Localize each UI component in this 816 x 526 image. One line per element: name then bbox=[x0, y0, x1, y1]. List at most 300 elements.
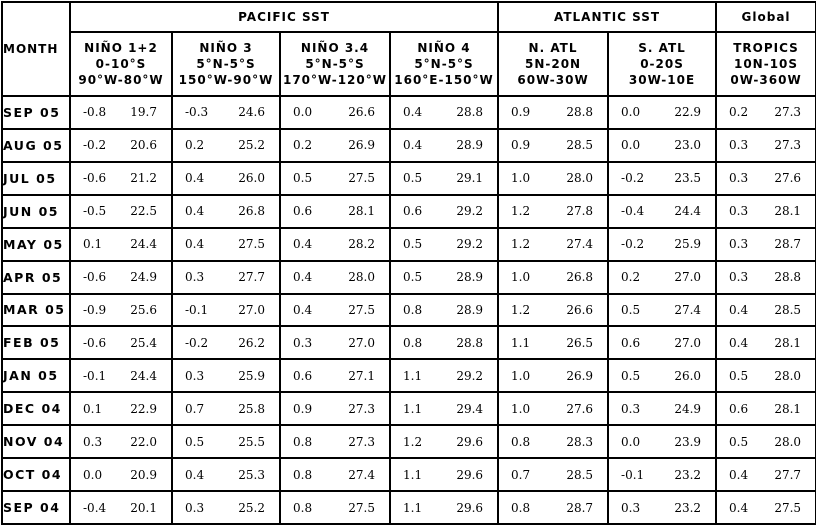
sst-value: 28.9 bbox=[456, 270, 484, 285]
value-cell bbox=[716, 228, 816, 261]
south-atlantic-header bbox=[608, 32, 716, 96]
sst-value: 27.5 bbox=[348, 171, 375, 186]
value-cell bbox=[70, 96, 172, 129]
anomaly-value: -0.6 bbox=[83, 171, 107, 186]
value-cell bbox=[716, 458, 816, 491]
sst-value: 27.0 bbox=[238, 302, 265, 317]
sst-value: 26.8 bbox=[566, 270, 594, 285]
anomaly-value: 0.3 bbox=[185, 368, 205, 383]
anomaly-value: 0.5 bbox=[403, 237, 423, 252]
anomaly-value: 0.0 bbox=[621, 105, 641, 120]
anomaly-value: 0.8 bbox=[511, 500, 531, 515]
sst-value: 22.0 bbox=[130, 434, 157, 449]
anomaly-value: -0.4 bbox=[621, 204, 645, 219]
anomaly-value: 0.0 bbox=[621, 138, 641, 153]
value-cell bbox=[608, 261, 716, 294]
value-cell bbox=[498, 294, 608, 327]
sst-value: 28.1 bbox=[774, 204, 802, 219]
anomaly-value: 1.2 bbox=[511, 237, 531, 252]
value-cell bbox=[716, 359, 816, 392]
anomaly-value: 1.0 bbox=[511, 401, 531, 416]
value-cell bbox=[716, 294, 816, 327]
value-cell bbox=[716, 195, 816, 228]
value-cell bbox=[608, 425, 716, 458]
sst-value: 28.7 bbox=[774, 237, 802, 252]
sst-value: 28.0 bbox=[774, 368, 802, 383]
sst-value: 28.2 bbox=[348, 237, 375, 252]
anomaly-value: 0.5 bbox=[729, 434, 749, 449]
value-cell bbox=[498, 195, 608, 228]
sst-value: 27.4 bbox=[566, 237, 594, 252]
sst-value: 27.7 bbox=[774, 467, 802, 482]
nino4-header bbox=[390, 32, 498, 96]
anomaly-value: 0.3 bbox=[729, 270, 749, 285]
value-cell bbox=[390, 162, 498, 195]
sst-value: 24.6 bbox=[238, 105, 265, 120]
anomaly-value: 0.5 bbox=[185, 434, 205, 449]
value-cell bbox=[498, 228, 608, 261]
value-cell bbox=[280, 425, 390, 458]
region-lon: 150°W-90°W bbox=[178, 73, 274, 87]
sst-value: 28.8 bbox=[456, 335, 484, 350]
value-cell bbox=[716, 392, 816, 425]
value-cell bbox=[70, 261, 172, 294]
anomaly-value: 0.5 bbox=[403, 171, 423, 186]
value-cell bbox=[70, 326, 172, 359]
value-cell bbox=[70, 195, 172, 228]
anomaly-value: 0.5 bbox=[293, 171, 313, 186]
sst-value: 27.6 bbox=[774, 171, 802, 186]
sst-value: 27.4 bbox=[348, 467, 375, 482]
value-cell bbox=[172, 326, 280, 359]
anomaly-value: 0.4 bbox=[185, 467, 205, 482]
region-lat: 5N-20N bbox=[524, 57, 582, 71]
global-group-header: Global bbox=[716, 2, 816, 32]
tropics-header bbox=[716, 32, 816, 96]
value-cell bbox=[716, 326, 816, 359]
table-row bbox=[2, 129, 816, 162]
anomaly-value: -0.3 bbox=[185, 105, 209, 120]
value-cell bbox=[608, 195, 716, 228]
table-row bbox=[2, 359, 816, 392]
sst-value: 29.1 bbox=[456, 171, 484, 186]
anomaly-value: 0.4 bbox=[729, 335, 749, 350]
anomaly-value: -0.2 bbox=[621, 237, 645, 252]
anomaly-value: 0.0 bbox=[293, 105, 313, 120]
region-name: NIÑO 1+2 bbox=[84, 41, 158, 55]
value-cell bbox=[280, 326, 390, 359]
sst-value: 26.8 bbox=[238, 204, 265, 219]
anomaly-value: 0.6 bbox=[621, 335, 641, 350]
value-cell bbox=[390, 458, 498, 491]
month-label: NOV 04 bbox=[2, 425, 70, 458]
value-cell bbox=[608, 392, 716, 425]
sst-value: 28.1 bbox=[774, 335, 802, 350]
sst-value: 28.5 bbox=[774, 302, 802, 317]
anomaly-value: 0.0 bbox=[83, 467, 103, 482]
sst-value: 27.0 bbox=[348, 335, 375, 350]
value-cell bbox=[390, 294, 498, 327]
month-label: SEP 05 bbox=[2, 96, 70, 129]
value-cell bbox=[280, 228, 390, 261]
sst-value: 28.1 bbox=[348, 204, 375, 219]
sst-value: 29.4 bbox=[456, 401, 484, 416]
sst-value: 28.8 bbox=[456, 105, 484, 120]
sst-value: 21.2 bbox=[130, 171, 157, 186]
anomaly-value: 1.0 bbox=[511, 270, 531, 285]
anomaly-value: 0.3 bbox=[729, 138, 749, 153]
sst-value: 27.5 bbox=[238, 237, 265, 252]
anomaly-value: 0.9 bbox=[293, 401, 313, 416]
value-cell bbox=[280, 162, 390, 195]
sst-value: 22.9 bbox=[674, 105, 702, 120]
anomaly-value: 1.1 bbox=[403, 467, 423, 482]
sst-table bbox=[1, 1, 816, 525]
value-cell bbox=[390, 425, 498, 458]
sst-value: 19.7 bbox=[130, 105, 157, 120]
value-cell bbox=[172, 162, 280, 195]
anomaly-value: 0.5 bbox=[621, 302, 641, 317]
table-row bbox=[2, 491, 816, 524]
anomaly-value: 0.5 bbox=[729, 368, 749, 383]
sst-value: 22.5 bbox=[130, 204, 157, 219]
sst-value: 29.6 bbox=[456, 500, 484, 515]
anomaly-value: 0.3 bbox=[729, 204, 749, 219]
region-lat: 5°N-5°S bbox=[196, 57, 256, 71]
sst-value: 24.4 bbox=[674, 204, 702, 219]
region-lon: 0W-360W bbox=[730, 73, 802, 87]
anomaly-value: 1.1 bbox=[511, 335, 531, 350]
anomaly-value: 0.8 bbox=[403, 302, 423, 317]
value-cell bbox=[390, 261, 498, 294]
anomaly-value: 0.4 bbox=[293, 237, 313, 252]
anomaly-value: 0.3 bbox=[293, 335, 313, 350]
anomaly-value: 0.9 bbox=[511, 138, 531, 153]
sst-value: 25.2 bbox=[238, 500, 265, 515]
anomaly-value: 0.4 bbox=[729, 467, 749, 482]
anomaly-value: -0.8 bbox=[83, 105, 107, 120]
anomaly-value: -0.1 bbox=[83, 368, 107, 383]
anomaly-value: 0.4 bbox=[293, 302, 313, 317]
sst-value: 27.0 bbox=[674, 335, 702, 350]
sst-value: 25.6 bbox=[130, 302, 157, 317]
value-cell bbox=[172, 129, 280, 162]
value-cell bbox=[390, 228, 498, 261]
table-body bbox=[2, 96, 816, 524]
region-lat: 5°N-5°S bbox=[305, 57, 365, 71]
value-cell bbox=[70, 294, 172, 327]
anomaly-value: 0.8 bbox=[293, 467, 313, 482]
value-cell bbox=[70, 162, 172, 195]
anomaly-value: 0.8 bbox=[403, 335, 423, 350]
sst-value: 29.6 bbox=[456, 434, 484, 449]
sst-value: 29.2 bbox=[456, 368, 484, 383]
sst-value: 26.2 bbox=[238, 335, 265, 350]
anomaly-value: 1.2 bbox=[511, 204, 531, 219]
sst-value: 28.9 bbox=[456, 302, 484, 317]
anomaly-value: 0.4 bbox=[403, 138, 423, 153]
sst-value: 27.3 bbox=[348, 434, 375, 449]
anomaly-value: 1.0 bbox=[511, 368, 531, 383]
value-cell bbox=[498, 458, 608, 491]
anomaly-value: 0.3 bbox=[185, 500, 205, 515]
anomaly-value: 0.1 bbox=[83, 401, 103, 416]
month-label: SEP 04 bbox=[2, 491, 70, 524]
month-label: OCT 04 bbox=[2, 458, 70, 491]
value-cell bbox=[70, 359, 172, 392]
region-name: S. ATL bbox=[638, 41, 686, 55]
region-lon: 60W-30W bbox=[517, 73, 589, 87]
anomaly-value: 1.1 bbox=[403, 368, 423, 383]
sst-value: 26.5 bbox=[566, 335, 594, 350]
sst-value: 23.2 bbox=[674, 500, 702, 515]
value-cell bbox=[70, 392, 172, 425]
sst-value: 25.9 bbox=[674, 237, 702, 252]
value-cell bbox=[280, 195, 390, 228]
anomaly-value: 1.0 bbox=[511, 171, 531, 186]
value-cell bbox=[716, 261, 816, 294]
sst-value: 28.9 bbox=[456, 138, 484, 153]
anomaly-value: 1.2 bbox=[403, 434, 423, 449]
anomaly-value: 0.4 bbox=[185, 204, 205, 219]
month-label: MAR 05 bbox=[2, 294, 70, 327]
sst-value: 27.8 bbox=[566, 204, 594, 219]
sst-value: 27.3 bbox=[774, 105, 802, 120]
region-lon: 170°W-120°W bbox=[282, 73, 387, 87]
value-cell bbox=[172, 96, 280, 129]
region-lon: 30W-10E bbox=[628, 73, 696, 87]
anomaly-value: 0.4 bbox=[185, 237, 205, 252]
anomaly-value: -0.2 bbox=[621, 171, 645, 186]
nino3-header bbox=[172, 32, 280, 96]
anomaly-value: 0.3 bbox=[621, 401, 641, 416]
value-cell bbox=[70, 491, 172, 524]
table-row bbox=[2, 294, 816, 327]
region-name: NIÑO 3 bbox=[199, 41, 253, 55]
atlantic-sst-group-header: ATLANTIC SST bbox=[498, 2, 716, 32]
value-cell bbox=[716, 129, 816, 162]
value-cell bbox=[390, 359, 498, 392]
value-cell bbox=[172, 425, 280, 458]
anomaly-value: 0.4 bbox=[185, 171, 205, 186]
sst-value: 24.4 bbox=[130, 237, 157, 252]
sst-value: 28.8 bbox=[774, 270, 802, 285]
value-cell bbox=[172, 261, 280, 294]
sst-value: 27.6 bbox=[566, 401, 594, 416]
anomaly-value: 0.0 bbox=[621, 434, 641, 449]
value-cell bbox=[390, 195, 498, 228]
month-label: MAY 05 bbox=[2, 228, 70, 261]
value-cell bbox=[280, 96, 390, 129]
nino34-header bbox=[280, 32, 390, 96]
pacific-sst-group-header: PACIFIC SST bbox=[70, 2, 498, 32]
sst-value: 23.2 bbox=[674, 467, 702, 482]
region-lon: 90°W-80°W bbox=[78, 73, 164, 87]
region-lat: 10N-10S bbox=[733, 57, 799, 71]
sst-value: 23.9 bbox=[674, 434, 702, 449]
value-cell bbox=[280, 294, 390, 327]
value-cell bbox=[280, 261, 390, 294]
table-row bbox=[2, 162, 816, 195]
value-cell bbox=[716, 491, 816, 524]
sst-value: 24.9 bbox=[674, 401, 702, 416]
sst-value: 27.3 bbox=[774, 138, 802, 153]
sst-value: 28.5 bbox=[566, 138, 594, 153]
value-cell bbox=[498, 96, 608, 129]
sst-value: 28.8 bbox=[566, 105, 594, 120]
anomaly-value: 0.9 bbox=[511, 105, 531, 120]
value-cell bbox=[390, 326, 498, 359]
sst-value: 26.0 bbox=[238, 171, 265, 186]
sst-value: 28.0 bbox=[348, 270, 375, 285]
anomaly-value: 0.3 bbox=[185, 270, 205, 285]
table-row bbox=[2, 195, 816, 228]
anomaly-value: -0.1 bbox=[185, 302, 209, 317]
sst-value: 27.5 bbox=[348, 302, 375, 317]
sst-value: 28.3 bbox=[566, 434, 594, 449]
sst-value: 25.2 bbox=[238, 138, 265, 153]
sst-value: 26.9 bbox=[566, 368, 594, 383]
sst-value: 23.0 bbox=[674, 138, 702, 153]
anomaly-value: 0.3 bbox=[83, 434, 103, 449]
value-cell bbox=[390, 491, 498, 524]
month-label: FEB 05 bbox=[2, 326, 70, 359]
value-cell bbox=[498, 129, 608, 162]
value-cell bbox=[172, 359, 280, 392]
anomaly-value: 0.4 bbox=[403, 105, 423, 120]
region-name: NIÑO 3.4 bbox=[300, 41, 370, 55]
anomaly-value: 0.3 bbox=[729, 237, 749, 252]
sst-value: 20.9 bbox=[130, 467, 157, 482]
value-cell bbox=[608, 228, 716, 261]
table-row bbox=[2, 425, 816, 458]
region-lat: 0-20S bbox=[640, 57, 684, 71]
anomaly-value: 0.2 bbox=[293, 138, 313, 153]
sst-value: 26.6 bbox=[566, 302, 594, 317]
anomaly-value: 1.1 bbox=[403, 401, 423, 416]
sst-value: 26.9 bbox=[348, 138, 375, 153]
month-label: DEC 04 bbox=[2, 392, 70, 425]
anomaly-value: -0.6 bbox=[83, 270, 107, 285]
value-cell bbox=[498, 392, 608, 425]
value-cell bbox=[280, 129, 390, 162]
sst-value: 27.5 bbox=[348, 500, 375, 515]
anomaly-value: 1.2 bbox=[511, 302, 531, 317]
month-label: JUN 05 bbox=[2, 195, 70, 228]
sst-value: 27.3 bbox=[348, 401, 375, 416]
anomaly-value: 0.3 bbox=[621, 500, 641, 515]
nino12-header bbox=[70, 32, 172, 96]
value-cell bbox=[716, 162, 816, 195]
anomaly-value: 0.6 bbox=[293, 204, 313, 219]
anomaly-value: 0.6 bbox=[729, 401, 749, 416]
sst-value: 28.0 bbox=[566, 171, 594, 186]
sst-value: 25.5 bbox=[238, 434, 265, 449]
sst-value: 25.9 bbox=[238, 368, 265, 383]
sst-value: 23.5 bbox=[674, 171, 702, 186]
month-label: AUG 05 bbox=[2, 129, 70, 162]
region-lon: 160°E-150°W bbox=[394, 73, 494, 87]
value-cell bbox=[608, 129, 716, 162]
sst-value: 25.8 bbox=[238, 401, 265, 416]
sst-value: 27.4 bbox=[674, 302, 702, 317]
value-cell bbox=[172, 491, 280, 524]
table-row bbox=[2, 326, 816, 359]
region-lat: 5°N-5°S bbox=[414, 57, 474, 71]
value-cell bbox=[608, 162, 716, 195]
anomaly-value: 0.8 bbox=[511, 434, 531, 449]
sst-value: 20.6 bbox=[130, 138, 157, 153]
value-cell bbox=[498, 162, 608, 195]
sst-value: 29.2 bbox=[456, 237, 484, 252]
anomaly-value: 0.8 bbox=[293, 500, 313, 515]
month-label: APR 05 bbox=[2, 261, 70, 294]
value-cell bbox=[498, 261, 608, 294]
month-label: JAN 05 bbox=[2, 359, 70, 392]
value-cell bbox=[608, 458, 716, 491]
value-cell bbox=[280, 392, 390, 425]
value-cell bbox=[70, 425, 172, 458]
value-cell bbox=[70, 129, 172, 162]
value-cell bbox=[280, 491, 390, 524]
value-cell bbox=[390, 96, 498, 129]
north-atlantic-header bbox=[498, 32, 608, 96]
anomaly-value: -0.1 bbox=[621, 467, 645, 482]
value-cell bbox=[608, 96, 716, 129]
value-cell bbox=[390, 392, 498, 425]
value-cell bbox=[280, 359, 390, 392]
anomaly-value: 0.3 bbox=[729, 171, 749, 186]
table-row bbox=[2, 392, 816, 425]
value-cell bbox=[172, 228, 280, 261]
value-cell bbox=[716, 96, 816, 129]
anomaly-value: 0.1 bbox=[83, 237, 103, 252]
value-cell bbox=[498, 425, 608, 458]
value-cell bbox=[498, 326, 608, 359]
sst-value: 28.1 bbox=[774, 401, 802, 416]
sst-value: 28.5 bbox=[566, 467, 594, 482]
anomaly-value: 0.4 bbox=[729, 500, 749, 515]
sst-value: 28.0 bbox=[774, 434, 802, 449]
value-cell bbox=[608, 359, 716, 392]
anomaly-value: 0.5 bbox=[621, 368, 641, 383]
sst-value: 26.6 bbox=[348, 105, 375, 120]
value-cell bbox=[608, 294, 716, 327]
table-row bbox=[2, 96, 816, 129]
sst-value: 27.5 bbox=[774, 500, 802, 515]
value-cell bbox=[172, 294, 280, 327]
anomaly-value: 0.7 bbox=[511, 467, 531, 482]
sst-value: 24.4 bbox=[130, 368, 157, 383]
sst-value: 25.3 bbox=[238, 467, 265, 482]
table-row bbox=[2, 261, 816, 294]
sst-value: 27.7 bbox=[238, 270, 265, 285]
value-cell bbox=[280, 458, 390, 491]
sst-value: 29.6 bbox=[456, 467, 484, 482]
anomaly-value: 0.8 bbox=[293, 434, 313, 449]
value-cell bbox=[390, 129, 498, 162]
sst-value: 28.7 bbox=[566, 500, 594, 515]
sst-value: 29.2 bbox=[456, 204, 484, 219]
anomaly-value: -0.2 bbox=[185, 335, 209, 350]
region-name: TROPICS bbox=[733, 41, 799, 55]
value-cell bbox=[70, 458, 172, 491]
value-cell bbox=[70, 228, 172, 261]
month-label: JUL 05 bbox=[2, 162, 70, 195]
table-row bbox=[2, 458, 816, 491]
value-cell bbox=[172, 392, 280, 425]
anomaly-value: -0.5 bbox=[83, 204, 107, 219]
